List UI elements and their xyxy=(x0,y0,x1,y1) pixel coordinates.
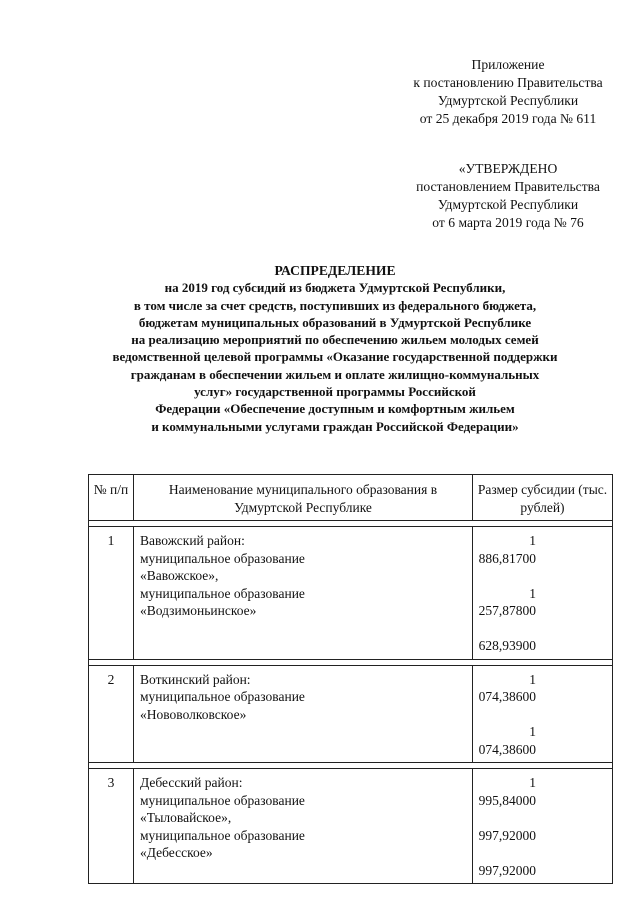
annex-line: Приложение xyxy=(471,57,545,72)
name-line: муниципальное образование xyxy=(140,550,305,566)
name-line: муниципальное образование xyxy=(140,689,305,704)
row-amount xyxy=(473,665,613,763)
row-name xyxy=(134,527,473,660)
name-line: Вавожский район: xyxy=(140,533,245,548)
name-line: «Нововолковское» xyxy=(140,706,247,722)
amount-line: 1 074,38600 xyxy=(478,671,536,704)
title-line: Федерации «Обеспечение доступным и комфортным жильем xyxy=(155,401,515,417)
row-amount xyxy=(473,527,613,660)
name-line: «Водзимоньинское» xyxy=(140,603,257,618)
row-num: 1 xyxy=(89,527,134,660)
title-line: ведомственной целевой программы «Оказание государственной поддержки xyxy=(112,349,558,365)
title-line: услуг» государственной программы Российской xyxy=(194,384,476,400)
table-row xyxy=(89,527,613,660)
amount-line: 997,92000 xyxy=(478,827,536,843)
title-line: на 2019 год субсидий из бюджета Удмуртской Республики, xyxy=(164,280,506,296)
name-line: Воткинский район: xyxy=(140,671,251,687)
amount-line xyxy=(477,706,608,724)
approved-line: «УТВЕРЖДЕНО xyxy=(458,161,558,176)
row-num: 2 xyxy=(89,665,134,763)
amount-line xyxy=(477,844,608,862)
amount-line: 628,93900 xyxy=(478,638,536,653)
title-heading: РАСПРЕДЕЛЕНИЕ xyxy=(274,263,396,278)
row-num: 3 xyxy=(89,769,134,884)
table-row xyxy=(89,769,613,884)
title-line: и коммунальными услугами граждан Российской Федерации» xyxy=(151,418,519,434)
subsidy-table xyxy=(88,474,613,884)
name-line: муниципальное образование xyxy=(140,827,305,843)
approved-line: от 6 марта 2019 года № 76 xyxy=(432,215,584,230)
title-line: на реализацию мероприятий по обеспечению жильем молодых семей xyxy=(131,332,539,348)
name-line: «Дебесское» xyxy=(140,845,213,860)
annex-line: к постановлению Правительства xyxy=(413,75,603,90)
amount-line: 997,92000 xyxy=(478,862,536,878)
title-line: в том числе за счет средств, поступивших из федерального бюджета, xyxy=(133,297,537,313)
annex-block xyxy=(388,56,628,128)
amount-line: 1 257,87800 xyxy=(478,585,536,618)
document-title xyxy=(40,262,630,435)
header-name: Наименование муниципального образования в Удмуртской Республике xyxy=(134,475,473,521)
row-name xyxy=(134,665,473,763)
name-line: муниципальное образование xyxy=(140,792,305,808)
amount-line xyxy=(477,567,608,585)
amount-line: 1 074,38600 xyxy=(478,724,536,757)
name-line: «Вавожское», xyxy=(140,568,219,583)
amount-line: 1 886,81700 xyxy=(478,533,536,566)
header-num: № п/п xyxy=(89,475,134,521)
title-line: гражданам в обеспечении жильем и оплате жилищно-коммунальных xyxy=(130,366,540,382)
row-amount xyxy=(473,769,613,884)
annex-line: Удмуртской Республики xyxy=(437,93,579,108)
amount-line xyxy=(477,620,608,638)
table-row xyxy=(89,665,613,763)
approved-line: Удмуртской Республики xyxy=(437,197,579,212)
amount-line xyxy=(477,809,608,827)
row-name xyxy=(134,769,473,884)
amount-line: 1 995,84000 xyxy=(478,775,536,808)
name-line: Дебесский район: xyxy=(140,775,243,790)
title-line: бюджетам муниципальных образований в Удмуртской Республике xyxy=(138,314,532,330)
annex-line: от 25 декабря 2019 года № 611 xyxy=(419,111,597,126)
approved-line: постановлением Правительства xyxy=(416,179,600,194)
table-header-row xyxy=(89,475,613,521)
approved-block xyxy=(388,160,628,232)
name-line: «Тыловайское», xyxy=(140,810,232,825)
header-amount: Размер субсидии (тыс. рублей) xyxy=(473,475,613,521)
name-line: муниципальное образование xyxy=(140,585,305,601)
